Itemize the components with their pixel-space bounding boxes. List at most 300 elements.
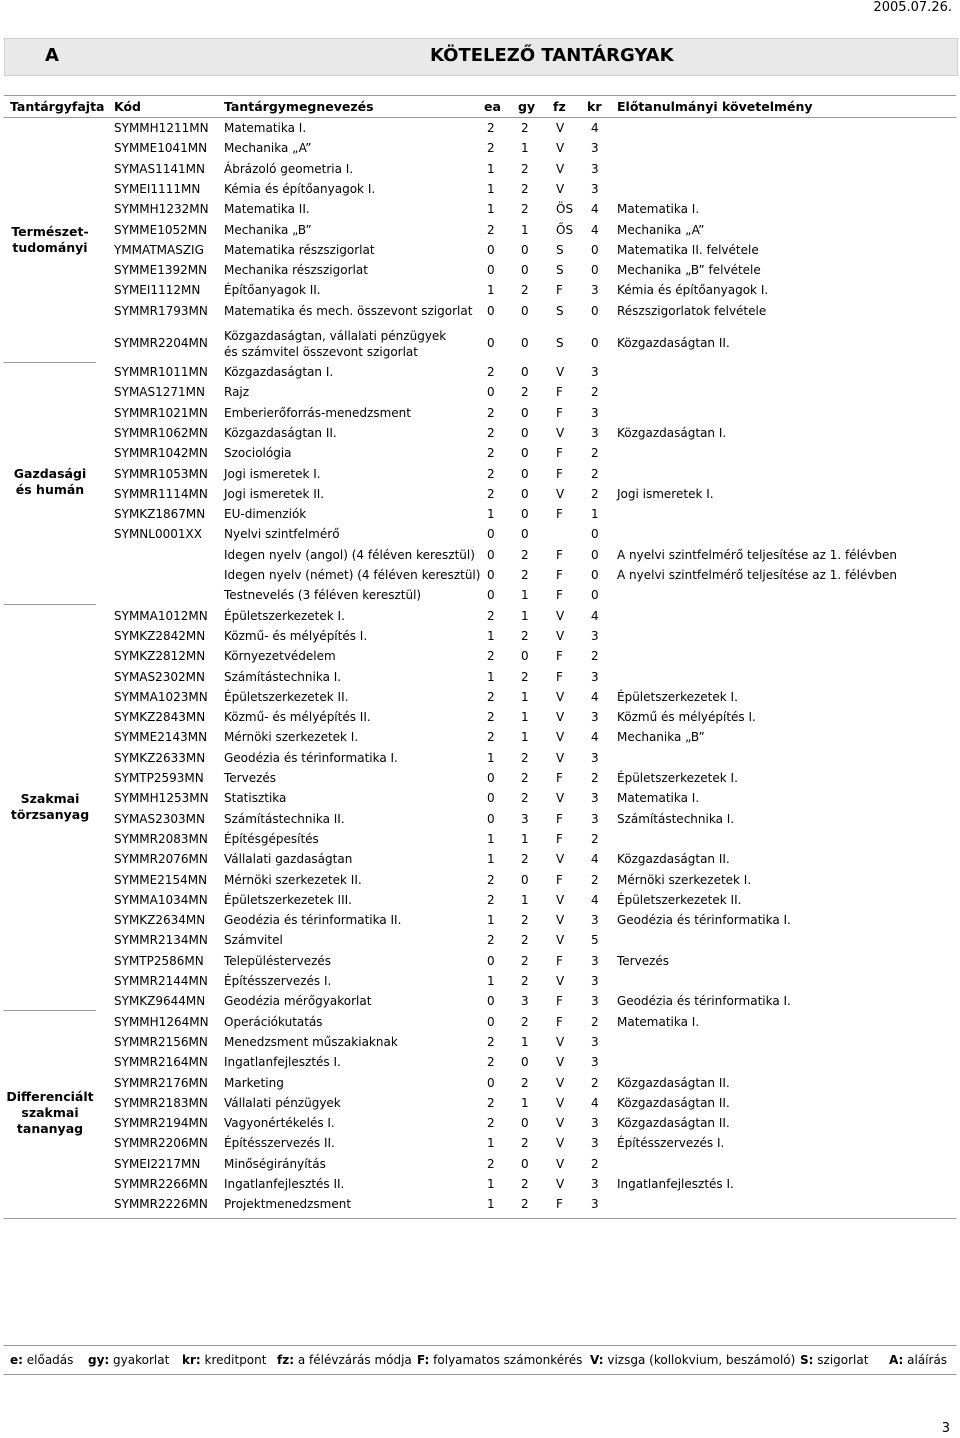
credits: 3	[591, 141, 599, 156]
credits: 0	[591, 527, 599, 542]
course-name: EU-dimenziók	[224, 507, 307, 522]
practice-hours: 3	[521, 994, 529, 1009]
closing-type: F	[556, 831, 563, 846]
header-bottom-rule	[4, 117, 956, 118]
credits: 0	[591, 303, 599, 318]
closing-type: V	[556, 161, 565, 176]
prerequisite: Közgazdaságtan II.	[617, 1116, 730, 1131]
closing-type: V	[556, 1055, 565, 1070]
course-name: Épületszerkezetek III.	[224, 892, 352, 907]
lecture-hours: 0	[487, 811, 495, 826]
prerequisite: Épületszerkezetek I.	[617, 771, 738, 785]
prerequisite: Mechanika „B” felvétele	[617, 263, 761, 278]
table-row	[0, 365, 960, 385]
course-name: Építőanyagok II.	[224, 283, 321, 298]
prerequisite: Matematika I.	[617, 1014, 700, 1029]
closing-type: S	[556, 242, 564, 257]
table-row	[0, 263, 960, 283]
course-code: SYMMR1011MN	[114, 365, 208, 379]
page-title: KÖTELEZŐ TANTÁRGYAK	[430, 45, 674, 66]
table-row	[0, 568, 960, 588]
practice-hours: 2	[521, 791, 529, 806]
course-name: Matematika és mech. összevont szigorlat	[224, 303, 473, 318]
course-code: SYMMR1062MN	[114, 425, 208, 440]
lecture-hours: 2	[487, 892, 495, 907]
credits: 2	[591, 1156, 599, 1171]
table-row	[0, 324, 960, 365]
practice-hours: 2	[521, 933, 529, 948]
table-row	[0, 954, 960, 974]
closing-type: V	[556, 791, 565, 806]
practice-hours: 2	[521, 771, 529, 785]
table-bottom-rule	[4, 1218, 956, 1219]
closing-type: V	[556, 365, 565, 379]
table-row	[0, 994, 960, 1014]
practice-hours: 1	[521, 588, 529, 603]
credits: 2	[591, 649, 599, 664]
prerequisite: Közgazdaságtan I.	[617, 425, 727, 440]
table-row	[0, 223, 960, 243]
course-code: SYMMR2206MN	[114, 1136, 208, 1151]
col-header-gy: gy	[518, 99, 536, 114]
lecture-hours: 1	[487, 1177, 495, 1191]
table-row	[0, 385, 960, 405]
course-code: SYMKZ2842MN	[114, 628, 206, 643]
practice-hours: 1	[521, 831, 529, 846]
credits: 3	[591, 425, 599, 440]
course-code: SYMKZ2634MN	[114, 913, 206, 928]
table-row	[0, 426, 960, 446]
practice-hours: 1	[521, 1095, 529, 1110]
document-date: 2005.07.26.	[873, 0, 952, 15]
course-name: Mechanika részszigorlat	[224, 263, 368, 278]
practice-hours: 0	[521, 486, 529, 501]
lecture-hours: 1	[487, 974, 495, 988]
course-code: SYMMR2194MN	[114, 1116, 208, 1131]
table-row	[0, 771, 960, 791]
credits: 3	[591, 1136, 599, 1151]
closing-type: V	[556, 852, 565, 867]
course-name: Vállalati pénzügyek	[224, 1095, 341, 1110]
course-name: Kémia és építőanyagok I.	[224, 181, 376, 196]
table-row	[0, 1035, 960, 1055]
lecture-hours: 1	[487, 161, 495, 176]
lecture-hours: 1	[487, 1197, 495, 1212]
table-row	[0, 1197, 960, 1217]
course-name: Testnevelés (3 féléven keresztül)	[224, 588, 422, 603]
lecture-hours: 0	[487, 994, 495, 1009]
prerequisite: Kémia és építőanyagok I.	[617, 283, 769, 298]
prerequisite: Matematika I.	[617, 202, 700, 217]
closing-type: F	[556, 771, 563, 785]
course-code: SYMMR1114MN	[114, 486, 208, 501]
prerequisite: Matematika I.	[617, 791, 700, 806]
course-name: Közgazdaságtan, vállalati pénzügyek és számvitel összevont szigorlat	[224, 329, 447, 359]
table-row	[0, 751, 960, 771]
prerequisite: Épületszerkezetek I.	[617, 689, 738, 704]
credits: 3	[591, 750, 599, 765]
course-code: SYMMH1253MN	[114, 791, 209, 806]
credits: 4	[591, 892, 599, 907]
col-header-fz: fz	[553, 99, 566, 114]
lecture-hours: 1	[487, 913, 495, 928]
course-name: Építésgépesítés	[224, 831, 319, 846]
course-code: SYMTP2586MN	[114, 953, 204, 968]
closing-type: V	[556, 608, 565, 623]
practice-hours: 0	[521, 527, 529, 542]
closing-type: F	[556, 588, 563, 603]
course-name: Statisztika	[224, 791, 287, 806]
course-name: Geodézia és térinformatika II.	[224, 913, 402, 928]
prerequisite: Közgazdaságtan II.	[617, 1075, 730, 1090]
table-row	[0, 202, 960, 222]
lecture-hours: 2	[487, 1034, 495, 1049]
credits: 3	[591, 628, 599, 643]
closing-type: F	[556, 669, 563, 684]
col-header-ea: ea	[484, 99, 501, 114]
prerequisite: Geodézia és térinformatika I.	[617, 994, 791, 1009]
page-number: 3	[941, 1421, 950, 1436]
lecture-hours: 0	[487, 336, 495, 350]
legend-item: kr: kreditpont	[182, 1353, 267, 1367]
legend-item: e: előadás	[10, 1353, 74, 1367]
course-name: Épületszerkezetek I.	[224, 608, 345, 623]
closing-type: V	[556, 1136, 565, 1151]
lecture-hours: 2	[487, 730, 495, 745]
closing-type: V	[556, 974, 565, 988]
closing-type: S	[556, 336, 564, 350]
course-code: SYMMA1012MN	[114, 608, 208, 623]
legend-item: S: szigorlat	[800, 1353, 869, 1367]
course-code: SYMEI2217MN	[114, 1156, 201, 1171]
course-name: Ingatlanfejlesztés II.	[224, 1177, 345, 1191]
practice-hours: 0	[521, 405, 529, 420]
section-letter: A	[45, 45, 59, 66]
lecture-hours: 0	[487, 791, 495, 806]
lecture-hours: 1	[487, 831, 495, 846]
closing-type: F	[556, 547, 563, 562]
prerequisite: Geodézia és térinformatika I.	[617, 913, 791, 928]
practice-hours: 2	[521, 1177, 529, 1191]
course-code: SYMMH1264MN	[114, 1014, 209, 1029]
practice-hours: 0	[521, 1055, 529, 1070]
lecture-hours: 2	[487, 608, 495, 623]
practice-hours: 2	[521, 628, 529, 643]
credits: 1	[591, 507, 599, 522]
col-header-name: Tantárgymegnevezés	[224, 99, 374, 114]
closing-type: F	[556, 1014, 563, 1029]
closing-type: ŐS	[556, 222, 574, 237]
credits: 3	[591, 953, 599, 968]
table-row	[0, 1136, 960, 1156]
course-name: Településtervezés	[224, 953, 332, 968]
table-row	[0, 1177, 960, 1197]
course-name: Szociológia	[224, 446, 292, 461]
closing-type: F	[556, 811, 563, 826]
course-code: SYMME2154MN	[114, 872, 208, 887]
practice-hours: 0	[521, 446, 529, 461]
course-name: Közmű- és mélyépítés I.	[224, 628, 368, 643]
course-name: Operációkutatás	[224, 1014, 323, 1029]
course-code: YMMATMASZIG	[114, 242, 204, 257]
closing-type: V	[556, 913, 565, 928]
legend-item: V: vizsga (kollokvium, beszámoló)	[590, 1353, 796, 1367]
course-code: SYMMA1034MN	[114, 892, 208, 907]
course-code: SYMMR2144MN	[114, 974, 208, 988]
col-header-code: Kód	[114, 99, 142, 114]
practice-hours: 0	[521, 263, 529, 278]
credits: 0	[591, 336, 599, 350]
course-code: SYMMR2164MN	[114, 1055, 208, 1070]
practice-hours: 2	[521, 913, 529, 928]
course-code: SYMME1052MN	[114, 222, 208, 237]
course-code: SYMMR1042MN	[114, 446, 208, 461]
credits: 3	[591, 161, 599, 176]
course-name: Számítástechnika I.	[224, 669, 342, 684]
course-code: SYMKZ2633MN	[114, 750, 206, 765]
closing-type: V	[556, 1156, 565, 1171]
table-row	[0, 812, 960, 832]
course-name: Mérnöki szerkezetek I.	[224, 730, 359, 745]
course-code: SYMAS2302MN	[114, 669, 205, 684]
closing-type: V	[556, 892, 565, 907]
practice-hours: 2	[521, 852, 529, 867]
closing-type: V	[556, 181, 565, 196]
lecture-hours: 2	[487, 446, 495, 461]
prerequisite: Közgazdaságtan II.	[617, 1095, 730, 1110]
table-row	[0, 304, 960, 324]
table-row	[0, 243, 960, 263]
closing-type: V	[556, 628, 565, 643]
header-top-rule	[4, 95, 956, 96]
course-code: SYMME2143MN	[114, 730, 208, 745]
lecture-hours: 1	[487, 202, 495, 217]
table-row	[0, 283, 960, 303]
credits: 0	[591, 568, 599, 582]
closing-type: F	[556, 466, 563, 481]
credits: 0	[591, 588, 599, 603]
closing-type: F	[556, 385, 563, 400]
practice-hours: 1	[521, 608, 529, 623]
lecture-hours: 0	[487, 588, 495, 603]
credits: 3	[591, 1116, 599, 1131]
credits: 2	[591, 486, 599, 501]
course-name: Projektmenedzsment	[224, 1197, 352, 1212]
practice-hours: 1	[521, 710, 529, 725]
practice-hours: 1	[521, 222, 529, 237]
course-code: SYMMR2076MN	[114, 852, 208, 867]
table-row	[0, 609, 960, 629]
table-row	[0, 446, 960, 466]
practice-hours: 2	[521, 1136, 529, 1151]
credits: 4	[591, 852, 599, 867]
course-name: Idegen nyelv (német) (4 féléven keresztül)	[224, 568, 481, 582]
category-label-economics: Gazdasági és humán	[13, 466, 87, 497]
course-name: Matematika részszigorlat	[224, 242, 375, 257]
practice-hours: 1	[521, 689, 529, 704]
table-row	[0, 873, 960, 893]
course-code: SYMAS1141MN	[114, 161, 205, 176]
course-name: Mechanika „B”	[224, 222, 312, 237]
course-code: SYMME1392MN	[114, 263, 208, 278]
practice-hours: 2	[521, 1197, 529, 1212]
credits: 4	[591, 1095, 599, 1110]
table-row	[0, 121, 960, 141]
table-row	[0, 791, 960, 811]
lecture-hours: 1	[487, 852, 495, 867]
practice-hours: 0	[521, 1156, 529, 1171]
credits: 3	[591, 365, 599, 379]
lecture-hours: 2	[487, 1095, 495, 1110]
practice-hours: 2	[521, 202, 529, 217]
course-code: SYMMR1793MN	[114, 303, 208, 318]
lecture-hours: 0	[487, 1075, 495, 1090]
lecture-hours: 2	[487, 872, 495, 887]
practice-hours: 0	[521, 466, 529, 481]
course-code: SYMAS2303MN	[114, 811, 205, 826]
course-name: Vállalati gazdaságtan	[224, 852, 353, 867]
practice-hours: 0	[521, 303, 529, 318]
practice-hours: 0	[521, 649, 529, 664]
practice-hours: 2	[521, 568, 529, 582]
course-code: SYMMR2204MN	[114, 336, 208, 350]
course-code: SYMTP2593MN	[114, 771, 204, 785]
closing-type: F	[556, 507, 563, 522]
closing-type: V	[556, 1075, 565, 1090]
practice-hours: 1	[521, 141, 529, 156]
practice-hours: 2	[521, 385, 529, 400]
course-name: Ábrázoló geometria I.	[224, 161, 354, 176]
col-header-prereq: Előtanulmányi követelmény	[617, 99, 813, 114]
practice-hours: 2	[521, 1075, 529, 1090]
lecture-hours: 2	[487, 486, 495, 501]
closing-type: F	[556, 1197, 563, 1212]
course-name: Rajz	[224, 385, 250, 400]
col-header-type: Tantárgyfajta	[10, 99, 105, 114]
practice-hours: 1	[521, 730, 529, 745]
course-name: Épületszerkezetek II.	[224, 689, 349, 704]
table-row	[0, 182, 960, 202]
prerequisite: Számítástechnika I.	[617, 811, 735, 826]
credits: 2	[591, 831, 599, 846]
lecture-hours: 1	[487, 181, 495, 196]
course-name: Környezetvédelem	[224, 649, 336, 664]
lecture-hours: 1	[487, 507, 495, 522]
table-row	[0, 1076, 960, 1096]
course-code: SYMMR2156MN	[114, 1034, 208, 1049]
prerequisite: Közgazdaságtan II.	[617, 852, 730, 867]
prerequisite: Matematika II. felvétele	[617, 242, 759, 257]
course-name: Nyelvi szintfelmérő	[224, 527, 340, 542]
practice-hours: 2	[521, 283, 529, 298]
practice-hours: 0	[521, 365, 529, 379]
title-bar	[4, 38, 958, 76]
practice-hours: 2	[521, 953, 529, 968]
course-code: SYMMR1021MN	[114, 405, 208, 420]
table-row	[0, 893, 960, 913]
credits: 2	[591, 1014, 599, 1029]
category-label-science: Természet- tudományi	[11, 224, 89, 255]
closing-type: F	[556, 568, 563, 582]
credits: 0	[591, 547, 599, 562]
credits: 2	[591, 385, 599, 400]
closing-type: V	[556, 486, 565, 501]
practice-hours: 0	[521, 242, 529, 257]
credits: 5	[591, 933, 599, 948]
prerequisite: Mechanika „B”	[617, 730, 705, 745]
closing-type: V	[556, 1116, 565, 1131]
course-code: SYMMR2083MN	[114, 831, 208, 846]
prerequisite: Közmű és mélyépítés I.	[617, 710, 756, 725]
table-row	[0, 1096, 960, 1116]
course-code: SYMKZ2843MN	[114, 710, 206, 725]
credits: 4	[591, 608, 599, 623]
course-name: Jogi ismeretek I.	[224, 466, 321, 481]
course-name: Építésszervezés I.	[224, 974, 332, 988]
practice-hours: 2	[521, 750, 529, 765]
credits: 3	[591, 1034, 599, 1049]
course-name: Idegen nyelv (angol) (4 féléven keresztül)	[224, 547, 475, 562]
prerequisite: Mérnöki szerkezetek I.	[617, 872, 752, 887]
lecture-hours: 2	[487, 1055, 495, 1070]
lecture-hours: 0	[487, 527, 495, 542]
closing-type: F	[556, 446, 563, 461]
lecture-hours: 2	[487, 689, 495, 704]
closing-type: F	[556, 649, 563, 664]
course-code: SYMME1041MN	[114, 141, 208, 156]
table-row	[0, 913, 960, 933]
practice-hours: 0	[521, 1116, 529, 1131]
legend-item: gy: gyakorlat	[88, 1353, 170, 1367]
prerequisite: Részszigorlatok felvétele	[617, 303, 767, 318]
course-name: Számítástechnika II.	[224, 811, 345, 826]
legend-item: F: folyamatos számonkérés	[417, 1353, 583, 1367]
closing-type: V	[556, 730, 565, 745]
legend	[4, 1345, 956, 1375]
practice-hours: 0	[521, 336, 529, 350]
closing-type: ÖS	[556, 202, 574, 217]
course-name: Marketing	[224, 1075, 284, 1090]
course-name: Közgazdaságtan II.	[224, 425, 337, 440]
course-name: Számvitel	[224, 933, 283, 948]
lecture-hours: 2	[487, 425, 495, 440]
course-code: SYMNL0001XX	[114, 527, 202, 542]
credits: 3	[591, 710, 599, 725]
closing-type: S	[556, 303, 564, 318]
practice-hours: 2	[521, 547, 529, 562]
practice-hours: 0	[521, 872, 529, 887]
credits: 3	[591, 974, 599, 988]
table-row	[0, 162, 960, 182]
credits: 2	[591, 872, 599, 887]
table-row	[0, 649, 960, 669]
course-name: Matematika I.	[224, 121, 307, 135]
credits: 4	[591, 689, 599, 704]
course-name: Építésszervezés II.	[224, 1136, 335, 1151]
prerequisite: Építésszervezés I.	[617, 1136, 725, 1151]
lecture-hours: 0	[487, 242, 495, 257]
practice-hours: 2	[521, 1014, 529, 1029]
table-row	[0, 832, 960, 852]
course-code: SYMKZ2812MN	[114, 649, 206, 664]
course-code: SYMMR2176MN	[114, 1075, 208, 1090]
practice-hours: 2	[521, 121, 529, 135]
table-row	[0, 141, 960, 161]
lecture-hours: 2	[487, 933, 495, 948]
course-name: Mechanika „A”	[224, 141, 312, 156]
course-code: SYMAS1271MN	[114, 385, 205, 400]
table-row	[0, 1055, 960, 1075]
